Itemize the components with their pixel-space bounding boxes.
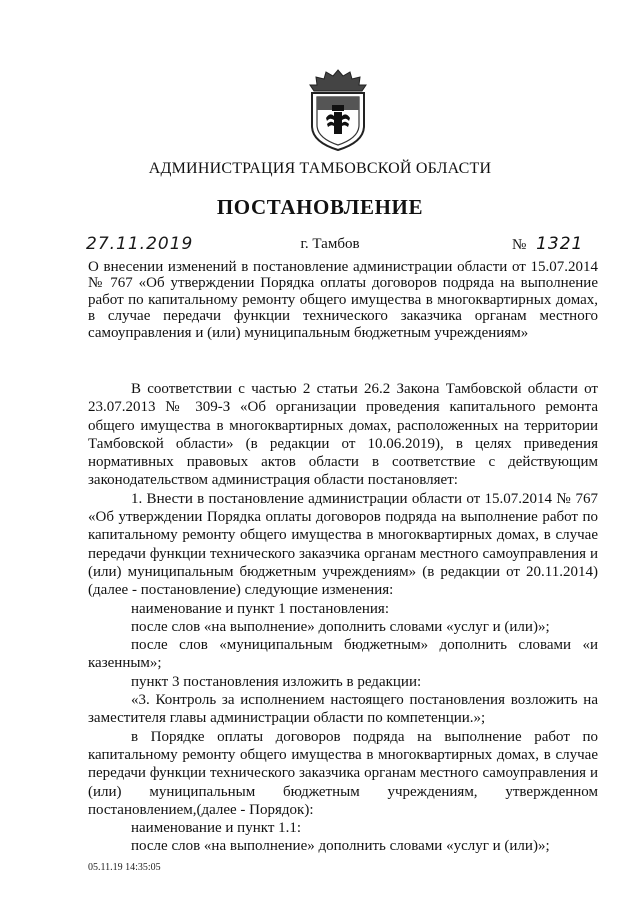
print-timestamp: 05.11.19 14:35:05	[88, 862, 161, 873]
paragraph: наименование и пункт 1 постановления:	[131, 600, 390, 617]
coat-of-arms-icon	[300, 68, 376, 152]
document-type: ПОСТАНОВЛЕНИЕ	[216, 195, 424, 219]
document-number	[512, 234, 583, 254]
paragraph: после слов «на выполнение» дополнить словами «услуг и (или)»;	[131, 838, 550, 855]
paragraph: наименование и пункт 1.1:	[131, 820, 302, 837]
paragraph: пункт 3 постановления изложить в редакции:	[131, 673, 422, 690]
organization-name: АДМИНИСТРАЦИЯ ТАМБОВСКОЙ ОБЛАСТИ	[148, 160, 492, 177]
number-value: 1321	[536, 234, 584, 254]
paragraph: В соответствии с частью 2 статьи 26.2 Закона Тамбовской области от 23.07.2013 № 309-З «Об организации проведения капитального ремонта общего имущества в многоквартирных домах, расположенных на территории Тамбовской области» (в редакции от 10.06.2019), в целях приведения нормативных правовых актов области в соответствие с действующим законодательством администрация области постановляет:	[88, 381, 598, 489]
paragraph: после слов «муниципальным бюджетным» дополнить словами «и казенным»;	[88, 637, 598, 672]
document-city: г. Тамбов	[300, 236, 360, 252]
paragraph: в Порядке оплаты договоров подряда на выполнение работ по капитальному ремонту общего имущества в многоквартирных домах, в случае передачи функции технического заказчика органам местного самоуправления и (или) муниципальным бюджетным учреждениям, утвержденном постановлением,(далее - Порядок):	[88, 728, 598, 818]
paragraph: «3. Контроль за исполнением настоящего постановления возложить на заместителя главы администрации области по компетенции.»;	[88, 692, 598, 727]
document-body	[88, 380, 598, 856]
paragraph: после слов «на выполнение» дополнить словами «услуг и (или)»;	[131, 618, 550, 635]
number-sign: №	[512, 237, 527, 253]
document-date: 27.11.2019	[86, 234, 194, 254]
paragraph: 1. Внести в постановление администрации области от 15.07.2014 № 767 «Об утверждении Порядка оплаты договоров подряда на выполнение работ по капитальному ремонту общего имущества в многоквартирных домах, в случае передачи функции технического заказчика органам местного самоуправления и (или) муниципальным бюджетным учреждениям» (в редакции от 20.11.2014) (далее - постановление) следующие изменения:	[88, 490, 598, 599]
document-title: О внесении изменений в постановление администрации области от 15.07.2014 № 767 «Об утверждении Порядка оплаты договоров подряда на выполнение работ по капитальному ремонту общего имущества в многоквартирных домах, в случае передачи функции технического заказчика органам местного самоуправления и (или) муниципальным бюджетным учреждениям»	[88, 259, 598, 341]
